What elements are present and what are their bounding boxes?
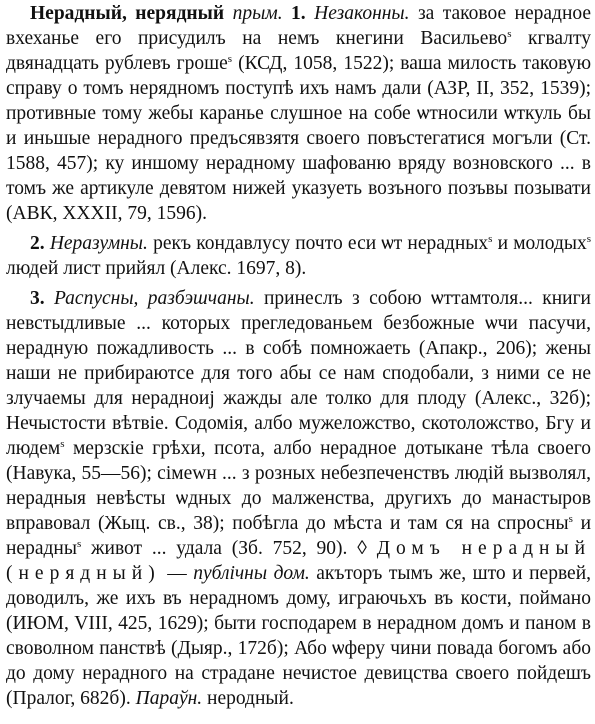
sense-citations: принеслъ з собою ѡттамтоля... книги невстыдливые ... которых прегледованьем безбожные ѡчи пасучи, нерадную пожадливость ... в собѣ помножаеть (Апакр., 206); жены наши не прибираютсе для того абы се нам сподобали, з ними се не злучаемы для нерадноиј жажды але толко для плоду (Алекс., 32б); Нечыстости вѣтвіе. Содомія, албо мужеложство, скотоложство, Бгу и людем$^s$ мерзскіе грѣхи, псота, албо нерадное дотыканe тѣла своего (Навука, 55—56); сімеwн ... з розных небезпеченствъ людій вызволял, нерадныя невѣсты ѡдных до малженства, другихъ до манастыров вправовал (Жыц. св., 38); побѣгла до мѣста и там ся на спросны$^s$ и нерадны$^s$ живот ... удала (Зб. 752, 90).	[6, 288, 592, 559]
variant-word: неродный.	[207, 688, 294, 709]
superscript-mark: s	[488, 233, 493, 245]
superscript-mark: s	[507, 28, 512, 40]
sense-number: 1.	[291, 3, 306, 24]
superscript-mark: s	[227, 53, 233, 65]
sense-citations: за таковое нерадное вхеханье его присудилъ на немъ кнегини Васильево$^s$ кгвалту двянадцать рублевъ гроше$^s$ (КСД, 1058, 1522); ваша милость таковую справу о томъ нерядномъ поступѣ ихъ намъ дали (АЗР, II, 352, 1539); противные тому жебы караньe слушное на собе ѡтносили ѡткуль бы и иньшые нерадного предъсявзятя своего повъстегатися могъли (Ст. 1588, 457); ку иншому нерадному шафованю вряду возновского ... в томъ же артикуле девятом нижей указуеть возъного позъвы позывати (АВК, XXXII, 79, 1596).	[6, 3, 592, 224]
sense-definition: Незаконны.	[314, 3, 410, 24]
sense-number: 3.	[30, 288, 45, 309]
part-of-speech: прым.	[232, 3, 283, 24]
superscript-mark: s	[586, 233, 591, 245]
phrase-heading: Домъ нерадный (нерядный)	[6, 538, 592, 584]
sense-citations: рекъ кондавлусу почто еси ѡт нерадных$^s$ и молодых$^s$ людей лист прийял (Алекс. 1697, 8).	[6, 233, 591, 279]
phrase-definition: публічны дом.	[193, 563, 310, 584]
entry-sense-3	[6, 286, 591, 711]
entry-sense-1	[6, 1, 591, 226]
sense-definition: Распусны, разбэшчаны.	[54, 288, 255, 309]
superscript-mark: s	[568, 513, 573, 525]
phrase-marker: ◊	[357, 538, 367, 559]
phrase-dash: —	[167, 563, 187, 584]
phrase-citations: акъторъ тымъ же, што и первей, доводилъ, же ихъ въ нерадномъ дому, играючьхъ въ кости, поймано (ИЮМ, VIII, 425, 1629); быти господарем в нерадном домъ и паном в своволном панствѣ (Дыяр., 172б); Або ѡферу чини повада богомъ або до дому нерадного на страдане нечистое девицства своего пойдешъ (Пралог, 682б).	[6, 563, 592, 709]
superscript-mark: s	[60, 438, 65, 450]
superscript-mark: s	[76, 538, 82, 550]
entry-headword: Нерадный, нерядный	[30, 3, 225, 24]
sense-definition: Неразумны.	[49, 233, 148, 254]
sense-number: 2.	[30, 233, 45, 254]
variant-label: Параўн.	[135, 688, 203, 709]
entry-sense-2	[6, 231, 591, 281]
